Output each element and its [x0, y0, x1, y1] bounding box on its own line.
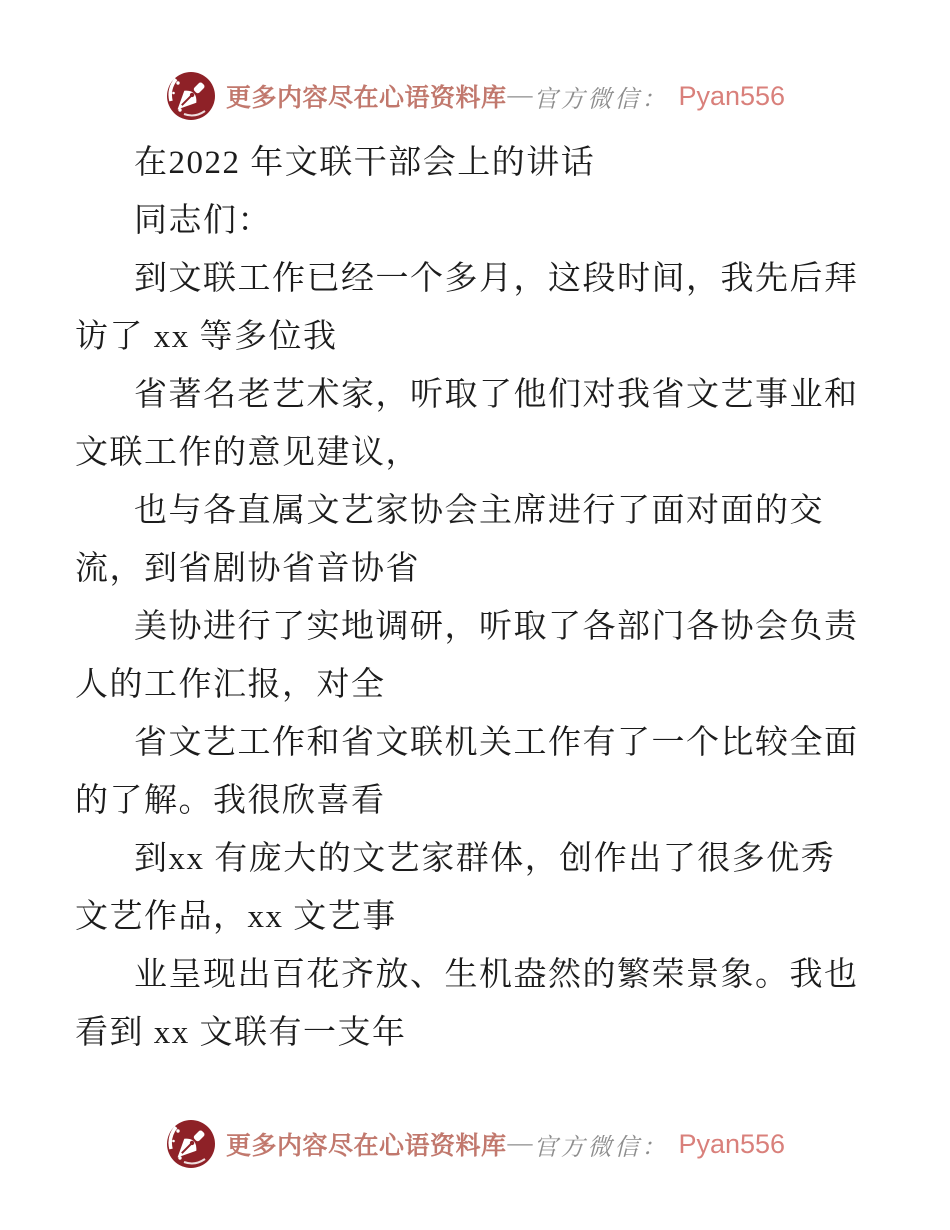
- text-line: 流，到省剧协省音协省: [75, 551, 420, 587]
- text-line: 美协进行了实地调研，听取了各部门各协会负责: [134, 609, 859, 645]
- text-line: 省著名老艺术家，听取了他们对我省文艺事业和: [134, 377, 859, 413]
- text-line: 业呈现出百花齐放、生机盎然的繁荣景象。我也: [134, 957, 859, 993]
- text-line: 访了 xx 等多位我: [75, 319, 338, 355]
- watermark-brand-text: 更多内容尽在心语资料库: [225, 1133, 507, 1160]
- header-watermark: [0, 70, 950, 122]
- watermark-channel-value: Pyan556: [678, 80, 786, 111]
- text-line: 看到 xx 文联有一支年: [75, 1015, 407, 1051]
- watermark-separator: —: [507, 1130, 533, 1157]
- text-line: 文联工作的意见建议，: [75, 435, 420, 471]
- text-line: 省文艺工作和省文联机关工作有了一个比较全面: [134, 725, 859, 761]
- watermark-separator: —: [507, 82, 533, 109]
- watermark-channel-label: 官方微信：: [533, 1134, 669, 1161]
- text-line: 人的工作汇报，对全: [75, 667, 386, 703]
- pen-nib-logo-icon: [165, 70, 217, 122]
- watermark-channel-value: Pyan556: [678, 1128, 786, 1159]
- text-line: 到xx 有庞大的文艺家群体，创作出了很多优秀: [134, 841, 836, 877]
- text-line: 也与各直属文艺家协会主席进行了面对面的交: [134, 493, 824, 529]
- text-line: 文艺作品，xx 文艺事: [75, 899, 397, 935]
- document-title: 在2022 年文联干部会上的讲话: [134, 145, 596, 181]
- pen-nib-logo-icon: [165, 1118, 217, 1170]
- watermark-brand-text: 更多内容尽在心语资料库: [225, 85, 507, 112]
- watermark-channel-label: 官方微信：: [533, 86, 669, 113]
- text-line: 到文联工作已经一个多月，这段时间，我先后拜: [134, 261, 859, 297]
- text-line: 的了解。我很欣喜看: [75, 783, 386, 819]
- salutation: 同志们：: [134, 203, 272, 239]
- footer-watermark: [0, 1118, 950, 1170]
- document-body: [75, 134, 875, 1062]
